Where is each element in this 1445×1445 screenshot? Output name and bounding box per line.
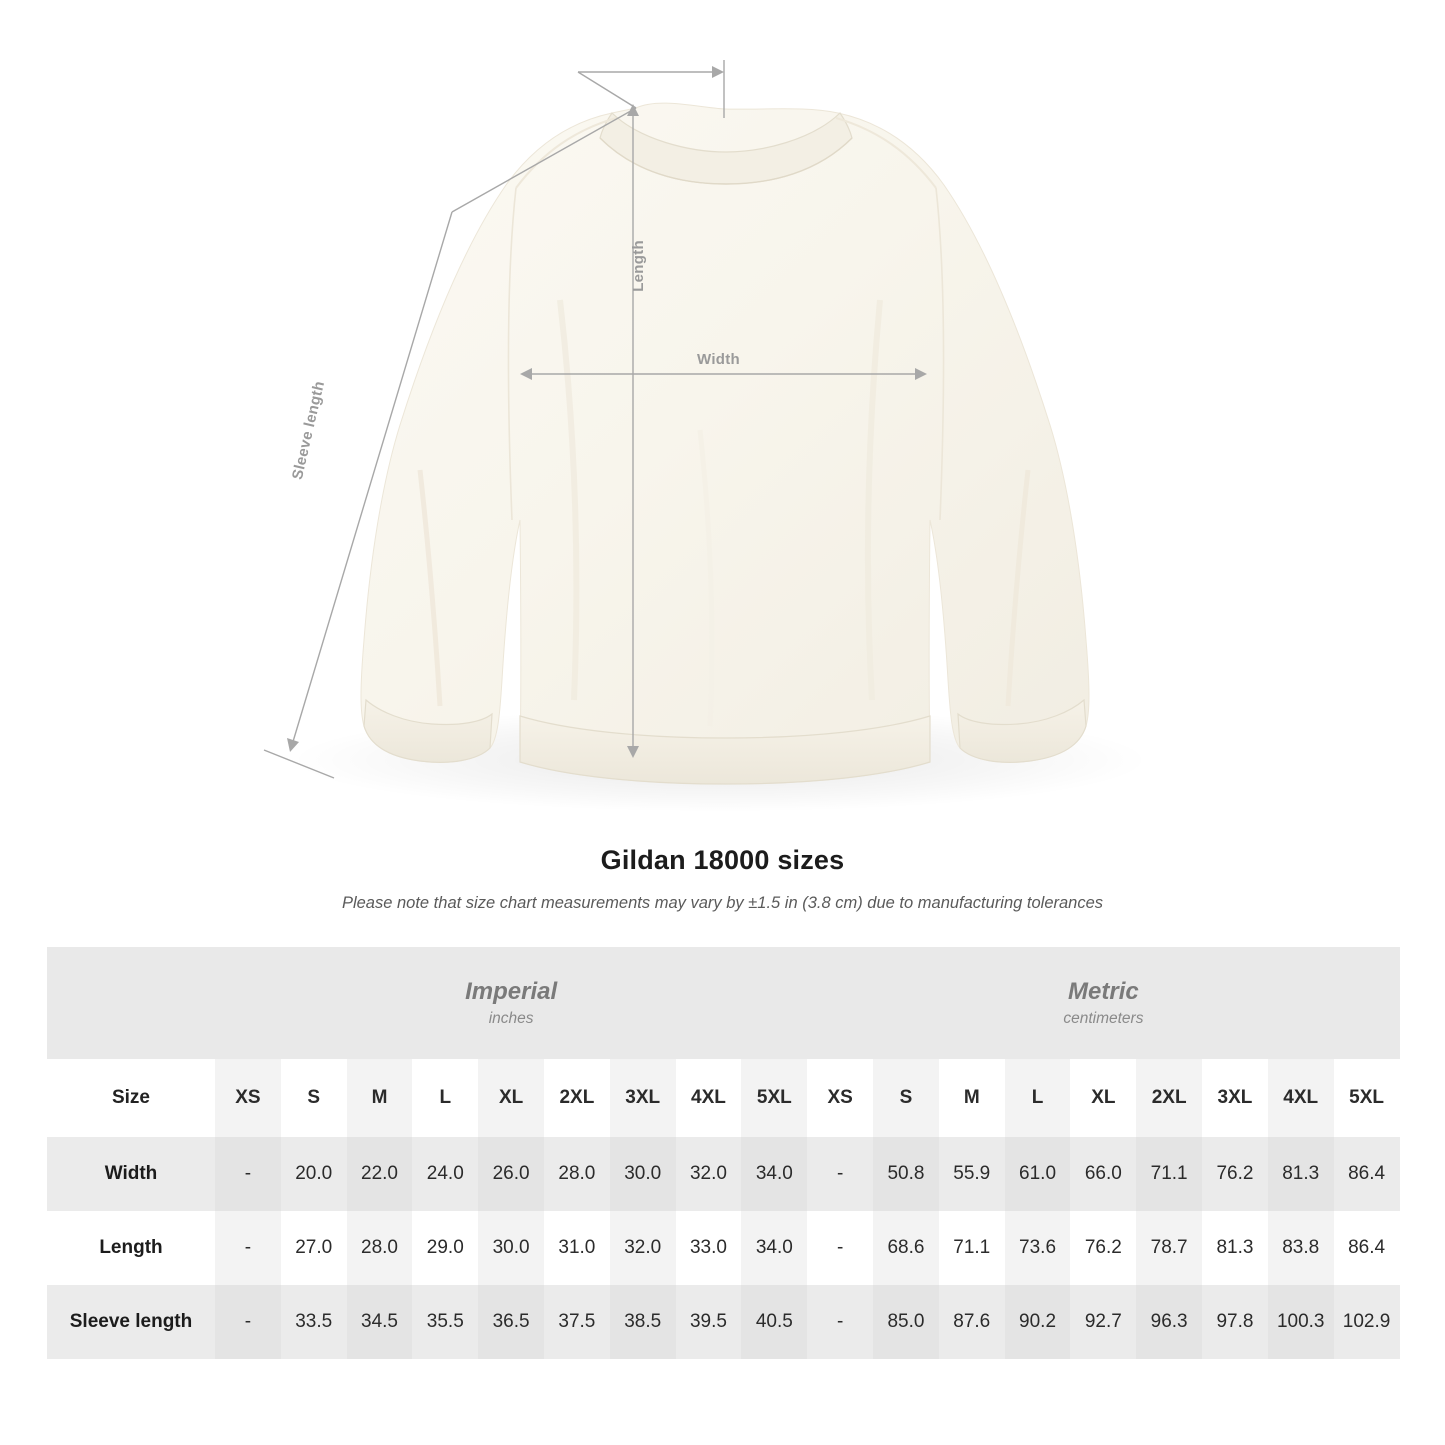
cell-width-imperial-s: 20.0 [281, 1137, 347, 1211]
unit-group-metric [807, 947, 1399, 1059]
cell-width-imperial-l: 24.0 [412, 1137, 478, 1211]
cell-sleeve-metric-xl: 92.7 [1070, 1285, 1136, 1359]
cell-width-metric-xl: 66.0 [1070, 1137, 1136, 1211]
unit-sub-imperial: inches [488, 1009, 534, 1027]
column-header-metric-l: L [1005, 1059, 1071, 1137]
cell-width-imperial-xs: - [215, 1137, 281, 1211]
column-header-metric-5xl: 5XL [1334, 1059, 1400, 1137]
cell-length-metric-5xl: 86.4 [1334, 1211, 1400, 1285]
unit-sub-metric: centimeters [1063, 1009, 1144, 1027]
cell-length-metric-l: 73.6 [1005, 1211, 1071, 1285]
cell-sleeve-imperial-m: 34.5 [347, 1285, 413, 1359]
cell-width-metric-l: 61.0 [1005, 1137, 1071, 1211]
cell-width-metric-5xl: 86.4 [1334, 1137, 1400, 1211]
cell-sleeve-metric-m: 87.6 [939, 1285, 1005, 1359]
cell-width-imperial-2xl: 28.0 [544, 1137, 610, 1211]
column-header-metric-2xl: 2XL [1136, 1059, 1202, 1137]
sweatshirt-shape [361, 103, 1089, 784]
cell-length-imperial-s: 27.0 [281, 1211, 347, 1285]
cell-length-metric-2xl: 78.7 [1136, 1211, 1202, 1285]
column-header-imperial-2xl: 2XL [544, 1059, 610, 1137]
cell-width-metric-3xl: 76.2 [1202, 1137, 1268, 1211]
column-header-metric-s: S [873, 1059, 939, 1137]
column-header-metric-m: M [939, 1059, 1005, 1137]
cell-length-metric-xs: - [807, 1211, 873, 1285]
cell-width-imperial-xl: 26.0 [478, 1137, 544, 1211]
cell-length-imperial-4xl: 33.0 [676, 1211, 742, 1285]
cell-sleeve-imperial-l: 35.5 [412, 1285, 478, 1359]
column-header-imperial-l: L [412, 1059, 478, 1137]
column-header-imperial-xl: XL [478, 1059, 544, 1137]
unit-header-row [47, 947, 1400, 1059]
size-table-container [47, 947, 1398, 1359]
cell-length-metric-4xl: 83.8 [1268, 1211, 1334, 1285]
cell-width-metric-m: 55.9 [939, 1137, 1005, 1211]
cell-sleeve-metric-xs: - [807, 1285, 873, 1359]
cell-sleeve-imperial-2xl: 37.5 [544, 1285, 610, 1359]
cell-length-metric-s: 68.6 [873, 1211, 939, 1285]
table-row [47, 1285, 1400, 1359]
column-header-imperial-5xl: 5XL [741, 1059, 807, 1137]
cell-length-imperial-m: 28.0 [347, 1211, 413, 1285]
cell-length-metric-3xl: 81.3 [1202, 1211, 1268, 1285]
cell-sleeve-imperial-xl: 36.5 [478, 1285, 544, 1359]
cell-sleeve-metric-3xl: 97.8 [1202, 1285, 1268, 1359]
cell-width-imperial-5xl: 34.0 [741, 1137, 807, 1211]
unit-group-imperial [215, 947, 807, 1059]
column-header-metric-xs: XS [807, 1059, 873, 1137]
unit-name-metric: Metric [1068, 978, 1139, 1006]
row-label-width: Width [47, 1137, 215, 1211]
unit-name-imperial: Imperial [465, 978, 558, 1006]
table-row [47, 1211, 1400, 1285]
column-header-metric-4xl: 4XL [1268, 1059, 1334, 1137]
column-header-imperial-s: S [281, 1059, 347, 1137]
cell-width-imperial-4xl: 32.0 [676, 1137, 742, 1211]
cell-length-imperial-3xl: 32.0 [610, 1211, 676, 1285]
cell-width-imperial-m: 22.0 [347, 1137, 413, 1211]
column-header-imperial-4xl: 4XL [676, 1059, 742, 1137]
column-header-imperial-3xl: 3XL [610, 1059, 676, 1137]
cell-length-metric-m: 71.1 [939, 1211, 1005, 1285]
table-row [47, 1137, 1400, 1211]
cell-sleeve-metric-4xl: 100.3 [1268, 1285, 1334, 1359]
column-header-imperial-xs: XS [215, 1059, 281, 1137]
column-header-imperial-m: M [347, 1059, 413, 1137]
cell-sleeve-metric-5xl: 102.9 [1334, 1285, 1400, 1359]
cell-sleeve-imperial-s: 33.5 [281, 1285, 347, 1359]
cell-sleeve-metric-s: 85.0 [873, 1285, 939, 1359]
column-header-metric-3xl: 3XL [1202, 1059, 1268, 1137]
cell-length-imperial-5xl: 34.0 [741, 1211, 807, 1285]
cell-width-imperial-3xl: 30.0 [610, 1137, 676, 1211]
sleeve-length-label: Sleeve length [288, 379, 329, 482]
column-header-metric-xl: XL [1070, 1059, 1136, 1137]
cell-length-imperial-l: 29.0 [412, 1211, 478, 1285]
width-label: Width [697, 351, 741, 368]
cell-width-metric-2xl: 71.1 [1136, 1137, 1202, 1211]
cell-length-metric-xl: 76.2 [1070, 1211, 1136, 1285]
cell-length-imperial-xs: - [215, 1211, 281, 1285]
cell-sleeve-imperial-4xl: 39.5 [676, 1285, 742, 1359]
column-header-size: Size [47, 1059, 215, 1137]
cell-width-metric-s: 50.8 [873, 1137, 939, 1211]
cell-sleeve-metric-2xl: 96.3 [1136, 1285, 1202, 1359]
tolerance-note: Please note that size chart measurements may vary by ±1.5 in (3.8 cm) due to manufacturing tolerances [341, 894, 1104, 912]
cell-width-metric-xs: - [807, 1137, 873, 1211]
unit-spacer [47, 947, 215, 1059]
page-title: Gildan 18000 sizes [600, 845, 845, 875]
cell-sleeve-metric-l: 90.2 [1005, 1285, 1071, 1359]
title-block [0, 845, 1445, 913]
cell-length-imperial-2xl: 31.0 [544, 1211, 610, 1285]
cell-sleeve-imperial-5xl: 40.5 [741, 1285, 807, 1359]
cell-sleeve-imperial-3xl: 38.5 [610, 1285, 676, 1359]
size-header-row [47, 1059, 1400, 1137]
row-label-sleeve-length: Sleeve length [47, 1285, 215, 1359]
length-label: Length [630, 240, 647, 292]
cell-width-metric-4xl: 81.3 [1268, 1137, 1334, 1211]
size-table [47, 947, 1400, 1359]
row-label-length: Length [47, 1211, 215, 1285]
cell-sleeve-imperial-xs: - [215, 1285, 281, 1359]
cell-length-imperial-xl: 30.0 [478, 1211, 544, 1285]
